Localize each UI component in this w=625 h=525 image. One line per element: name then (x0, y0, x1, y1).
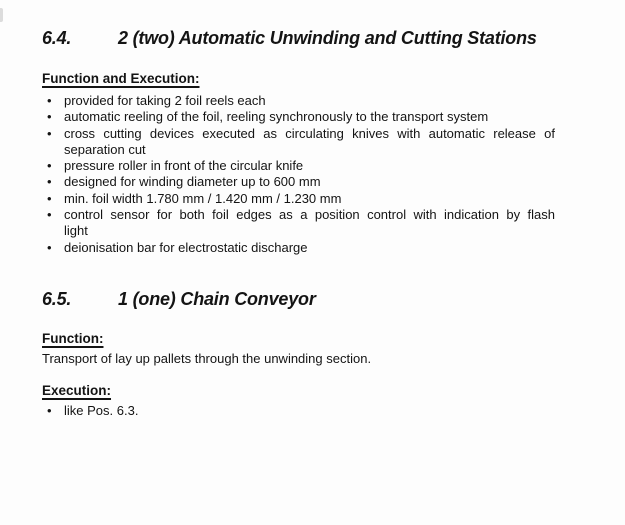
section-6-4 (42, 28, 555, 256)
bullet-marker: • (47, 402, 52, 418)
function-execution-bullet-list (42, 93, 555, 256)
section-6-5 (42, 289, 555, 419)
section-number: 6.5. (42, 288, 72, 309)
bullet-text: min. foil width 1.780 mm / 1.420 mm / 1.230 mm (64, 190, 342, 206)
list-item (42, 403, 555, 419)
bullet-text: provided for taking 2 foil reels each (64, 93, 266, 108)
bullet-text: automatic reeling of the foil, reeling synchronously to the transport system (64, 109, 489, 125)
list-item (42, 174, 555, 190)
list-item (42, 158, 555, 174)
list-item (42, 240, 555, 256)
section-heading-6-5 (42, 289, 555, 309)
bullet-marker: • (47, 190, 52, 206)
bullet-text (64, 126, 555, 159)
list-item (42, 191, 555, 207)
bullet-line-continuation: separation cut (64, 141, 146, 157)
list-item (42, 93, 555, 109)
bullet-line-justified: cross cutting devices executed as circulating knives with automatic release of (64, 125, 555, 141)
bullet-marker: • (47, 125, 52, 141)
bullet-marker: • (47, 239, 52, 255)
section-title: 1 (one) Chain Conveyor (118, 288, 316, 309)
bullet-line-continuation: light (64, 223, 88, 239)
bullet-line-justified: control sensor for both foil edges as a position control with indication by flash (64, 207, 555, 223)
function-label: Function: (42, 330, 104, 346)
execution-label: Execution: (42, 382, 112, 398)
section-title: 2 (two) Automatic Unwinding and Cutting Stations (118, 28, 537, 48)
bullet-marker: • (47, 158, 52, 174)
scan-edge-artifact (0, 8, 3, 22)
list-item (42, 109, 555, 125)
bullet-marker: • (47, 109, 52, 125)
bullet-marker: • (47, 207, 52, 223)
bullet-text (64, 207, 555, 240)
bullet-text: deionisation bar for electrostatic discharge (64, 239, 308, 255)
list-item (42, 207, 555, 240)
function-and-execution-label: Function and Execution: (42, 71, 200, 86)
section-number: 6.4. (42, 28, 72, 48)
execution-bullet-list (42, 403, 555, 419)
list-item (42, 126, 555, 159)
bullet-text: like Pos. 6.3. (64, 402, 139, 418)
function-text: Transport of lay up pallets through the unwinding section. (42, 350, 372, 366)
bullet-text: pressure roller in front of the circular knife (64, 158, 304, 174)
bullet-marker: • (47, 93, 52, 108)
bullet-marker: • (47, 174, 52, 190)
bullet-text: designed for winding diameter up to 600 mm (64, 174, 321, 190)
section-heading-6-4 (42, 28, 555, 48)
